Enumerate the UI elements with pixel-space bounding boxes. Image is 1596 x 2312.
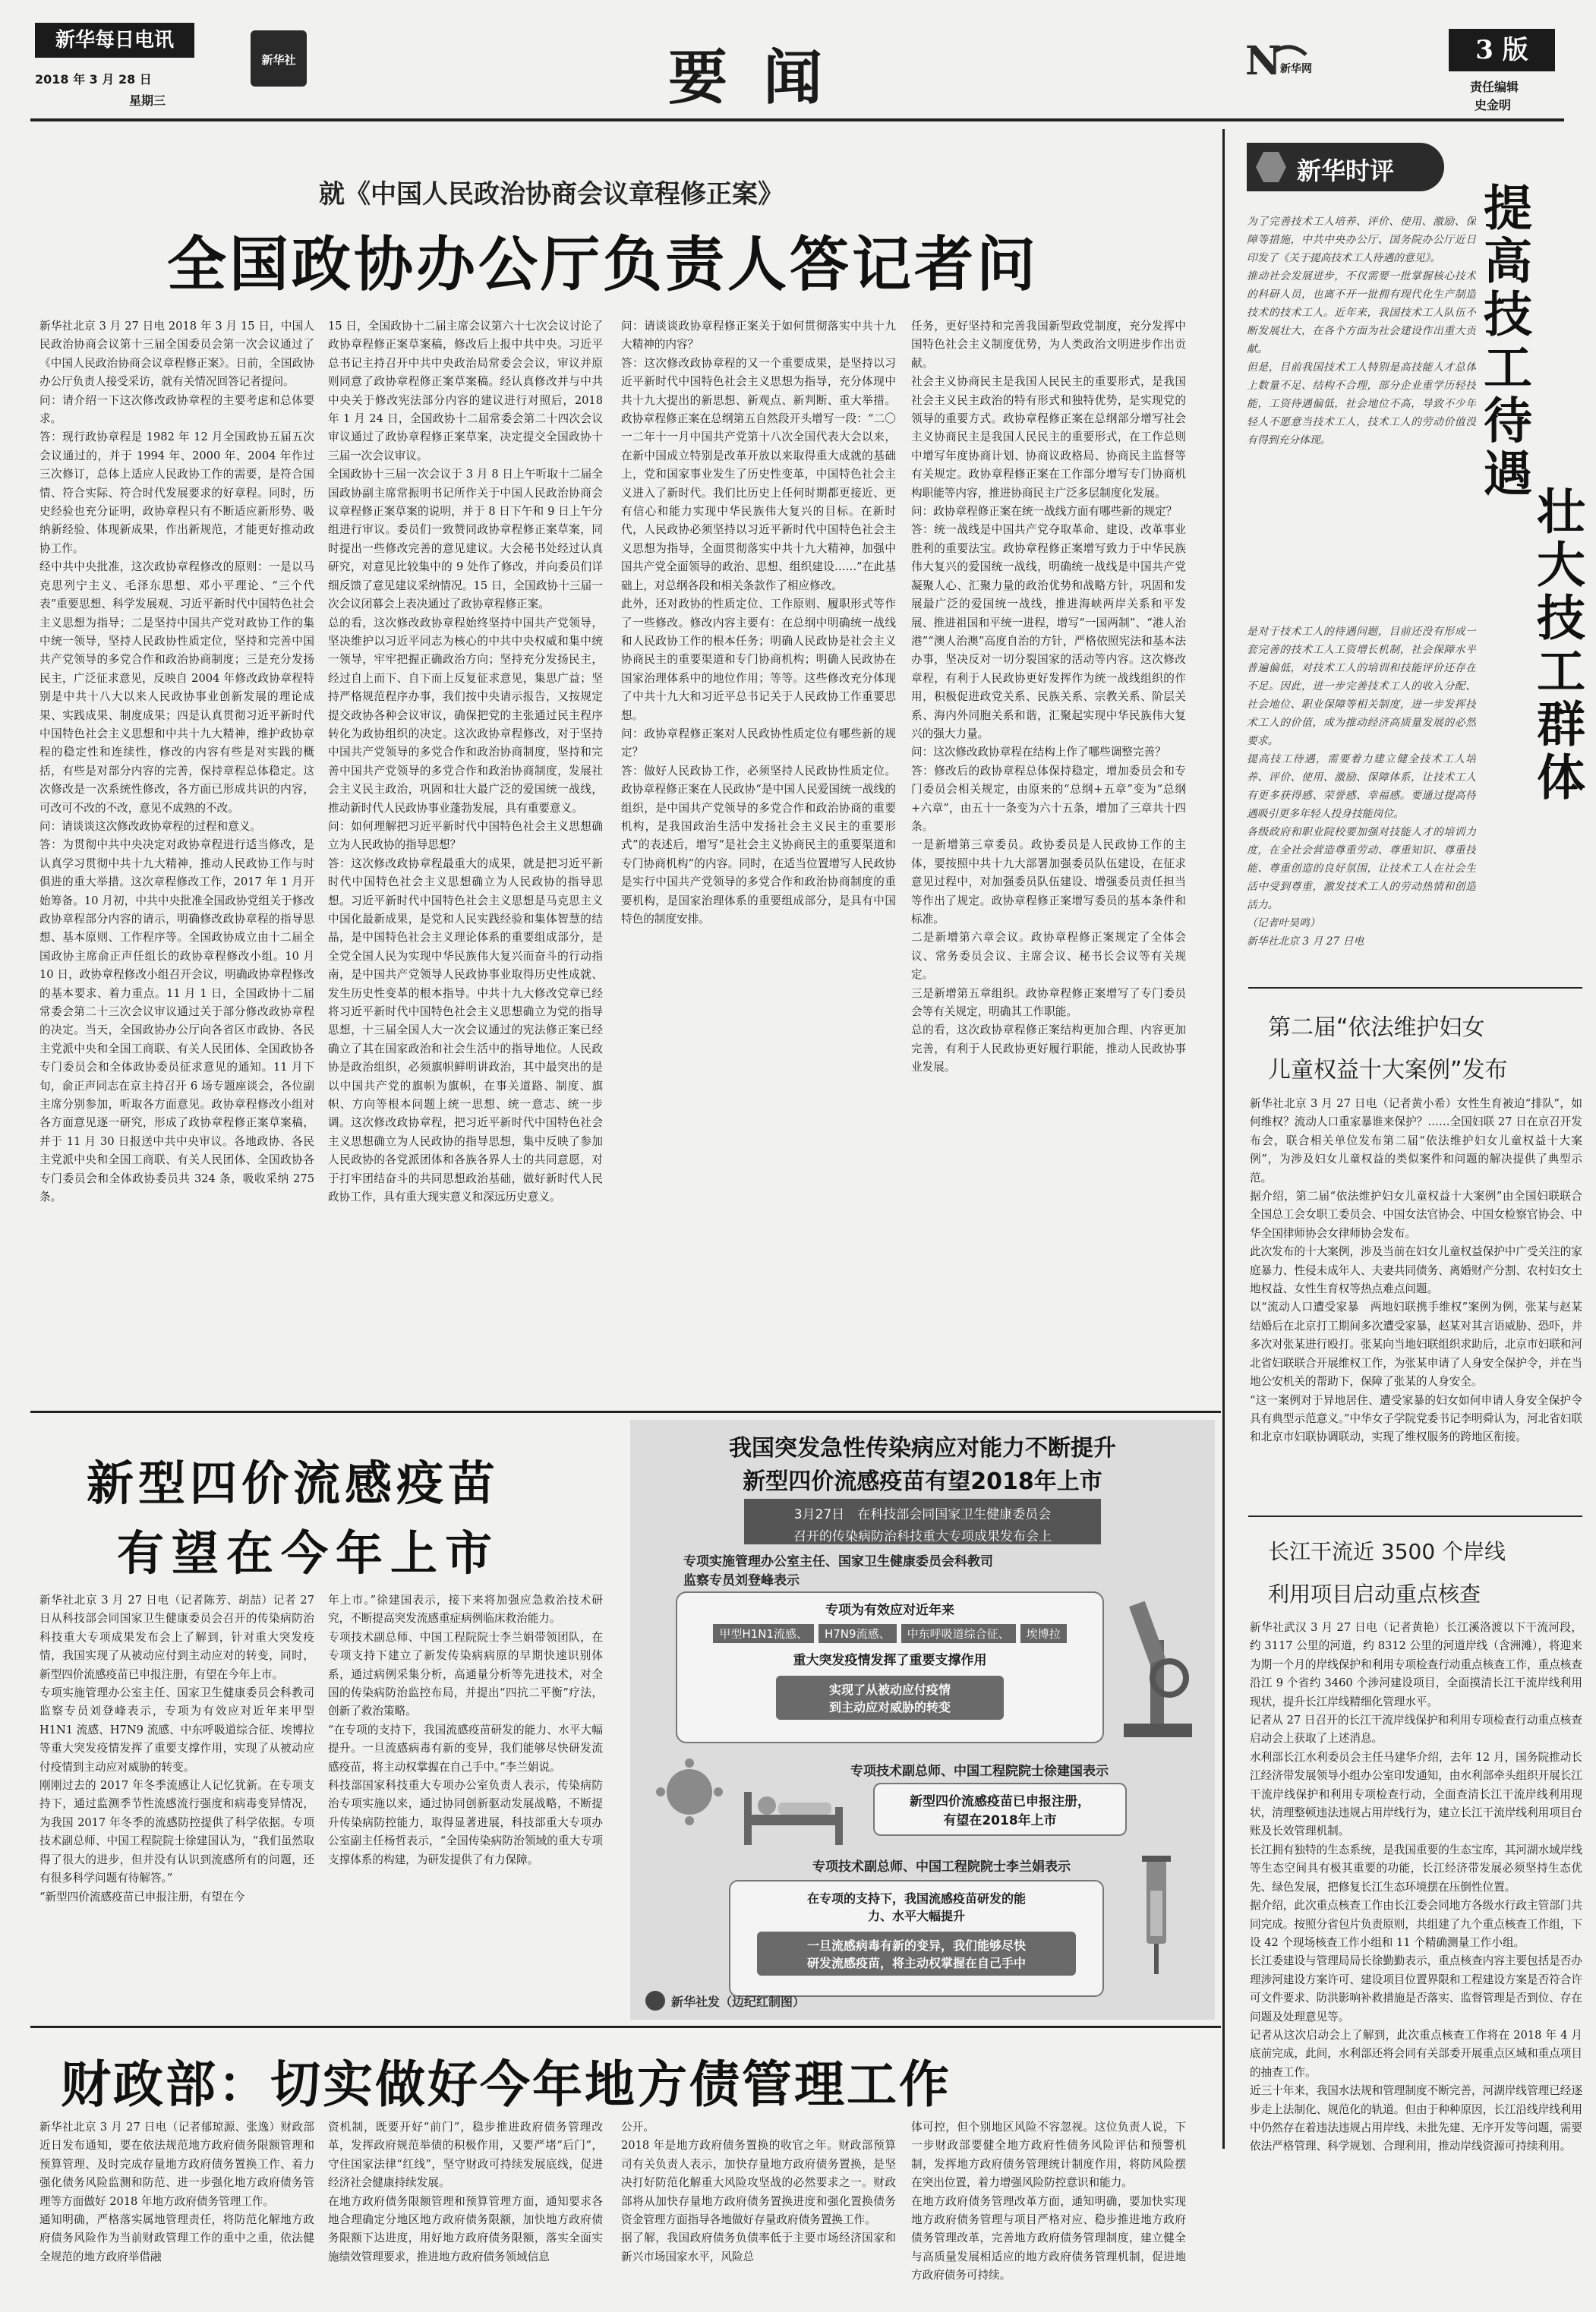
article-column: 任务，更好坚持和完善我国新型政党制度，充分发挥中国特色社会主义制度优势，为人类政治文明进步作出贡献。 社会主义协商民主是我国人民民主的重要形式，是我国社会主义民主政治的特有形式和独特优势，是实现党的领导的重要方式。政协章程修正案在总纲部分增写社会主义协商民主是我国人民民主的重要形式，在工作总则中增写年度协商计划、协商议政格局、协商民主监督等有关规定。政协章程修正案在工作部分增写专门协商机构职能等内容，推进协商民主广泛多层制度化发展。 问：政协章程修正案在统一战线方面有哪些新的规定？ 答：统一战线是中国共产党夺取革命、建设、改革事业胜利的重要法宝。政协章程修正案增写致力于中华民族伟大复兴的爱国统一战线，明确统一战线是中国共产党凝聚人心、汇聚力量的政治优势和战略方针，巩固和发展最广泛的爱国统一战线，推进海峡两岸关系和平发展、推进祖国和平统一进程，增写“一国两制”、“港人治港”“澳人治澳”高度自治的方针，严格依照宪法和基本法办事，坚决反对一切分裂国家的活动等内容。这次修改章程，有利于人民政协更好发挥作为统一战线组织的作用，积极促进政党关系、民族关系、宗教关系、阶层关系、海内外同胞关系和谐，汇聚起实现中华民族伟大复兴的强大力量。 问：这次修改政协章程在结构上作了哪些调整完善？ 答：修改后的政协章程总体保持稳定，增加委员会和专门委员会相关规定，由原来的“总纲+五章”变为“总纲+六章”，由五十一条变为六十五条，增加了三章共十四条。 一是新增第三章委员。政协委员是人民政协工作的主体，要按照中共十九大部署加强委员队伍建设，在征求意见过程中，对加强委员队伍建设、增强委员责任担当等作出了规定。政协章程修正案增写委员的基本条件和标准。 二是新增第六章会议。政协章程修正案规定了全体会议、常务委员会议、主席会议、秘书长会议等有关规定。 三是新增第五章组织。政协章程修正案增写了专门委员会等有关规定，明确其工作职能。 总的看，这次政协章程修正案结构更加合理、内容更加完善，有利于人民政协更好履行职能，推动人民政协事业发展。: [911, 320, 1186, 1074]
section-rule: [1248, 1516, 1582, 1517]
agency-logo-text: 新华社: [261, 53, 296, 67]
microscope-icon: [1109, 1572, 1200, 1746]
speaker-label: 专项技术副总师、中国工程院院士徐建国表示: [850, 1764, 1109, 1779]
commentary-text: 是对于技术工人的待遇问题，目前还没有形成一套完善的技术工人工资增长机制，社会保障水平普遍偏低，对技术工人的培训和技能评价还存在不足。因此，进一步完善技术工人的收入分配、社会地位、职业保障等相关制度，进一步发挥技术工人的价值，成为推动经济高质量发展的必然要求。 提高技工待遇，需要着力建立健全技术工人培养、评价、使用、激励、保障体系，让技术工人有更多获得感、荣誉感、幸福感。要通过提高待遇吸引更多年轻人投身技能岗位。 各级政府和职业院校要加强对技能人才的培训力度，在全社会营造尊重劳动、尊重知识、尊重技能、尊重创造的良好氛围，让技术工人在社会生活中受到尊重，激发技术工人的劳动热情和创造活力。 （记者叶昊鸣） 新华社北京 3 月 27 日电: [1247, 626, 1476, 948]
article-women: [1230, 987, 1587, 1519]
article-column: 新华社北京 3 月 27 日电（记者郁琼源、张逸）财政部近日发布通知，要在依法规范地方政府债务限额管理和预算管理、及时完成存量地方政府债务置换工作、着力强化债务风险监测和防范、进一步强化地方政府债务管理等方面做好 2018 年地方政府债务管理工作。 通知明确，严格落实属地管理责任，将防范化解地方政府债务风险作为当前财政管理工作的重中之重，依法健全规范的地方政府举借融: [39, 2121, 314, 2263]
date-banner-line: 3月27日 在科技部会同国家卫生健康委员会: [793, 1507, 1052, 1522]
article-column: 15 日，全国政协十二届主席会议第六十七次会议讨论了政协章程修正案草案稿，修改后上报中共中央。习近平总书记主持召开中共中央政治局常委会会议，审议并原则同意了政协章程修正案草案稿。经认真修改并与中共中央关于修改宪法部分内容的建议进行对照后，2018 年 1 月 24 日，全国政协十二届常委会第二十四次会议审议通过了政协章程修正案草案，决定提交全国政协十三届一次会议审议。 全国政协十三届一次会议于 3 月 8 日上午听取十二届全国政协副主席常振明书记所作关于中国人民政治协商会议章程修正案草案的说明，并于 8 日下午和 9 日上午分组进行审议。委员们一致赞同政协章程修正案草案，同时提出一些修改完善的意见建议。大会秘书处经过认真研究，对意见比较集中的 9 处作了修改，并向委员们详细反馈了意见建议采纳情况。15 日，全国政协十三届一次会议闭幕会上表决通过了政协章程修正案。 总的看，这次修改政协章程始终坚持中国共产党领导，坚决维护以习近平同志为核心的中共中央权威和集中统一领导，牢牢把握正确政治方向；坚持充分发扬民主，经过自上而下、自下而上反复征求意见，集思广益；坚持严格规范程序办事，我们按中央请示报告，又按规定提交政协各种会议审议，确保把党的主张通过民主程序转化为政协组织的决定。这次政协章程修改，对于坚持中国共产党领导的多党合作和政治协商制度，坚持和完善中国共产党领导的多党合作和政治协商制度，发展社会主义民主政治，巩固和壮大最广泛的爱国统一战线，推动新时代人民政协事业蓬勃发展，具有重要意义。 问：如何理解把习近平新时代中国特色社会主义思想确立为人民政协的指导思想？ 答：这次修改政协章程最重大的成果，就是把习近平新时代中国特色社会主义思想确立为人民政协的指导思想。习近平新时代中国特色社会主义思想是马克思主义中国化最新成果，是党和人民实践经验和集体智慧的结晶，是中国特色社会主义理论体系的重要组成部分，是全党全国人民为实现中华民族伟大复兴而奋斗的行动指南，是中国共产党领导人民政协事业取得历史性成就、发生历史性变革的根本指导。中共十九大修改党章已经将习近平新时代中国特色社会主义思想确立为党的指导思想，十三届全国人大一次会议通过的宪法修正案已经确立了其在国家政治和社会生活中的指导地位。人民政协是政治组织，必须旗帜鲜明讲政治，其中最突出的是以中国共产党的旗帜为旗帜，在事关道路、制度、旗帜、方向等根本问题上统一思想、统一意志、统一步调。这次修改政协章程，把习近平新时代中国特色社会主义思想确立为人民政协的指导思想，集中反映了参加人民政协的各党派团体和各族各界人士的共同意愿，对于打牢团结奋斗的共同思想政治基础，做好新时代人民政协工作，具有重大现实意义和深远历史意义。: [328, 320, 603, 1204]
article-headline: 利用项目启动重点核查: [1268, 1582, 1481, 1607]
article-headline: 财政部：切实做好今年地方债管理工作: [61, 2055, 951, 2114]
service-name: 新华每日电讯: [35, 23, 194, 58]
commentary-text: 为了完善技术工人培养、评价、使用、激励、保障等措施，中共中央办公厅、国务院办公厅近日印发了《关于提高技术工人待遇的意见》。 推动社会发展进步，不仅需要一批掌握核心技术的科研人员，也离不开一批拥有现代化生产制造技术的技术工人。近年来，我国技术工人队伍不断发展壮大，在各个方面为社会建设作出重大贡献。 但是，目前我国技术工人特别是高技能人才总体上数量不足、结构不合理，部分企业重学历轻技能，工资待遇偏低，社会地位不高，导致不少年轻人不愿意当技术工人，技术工人的劳动价值没有得到充分体现。: [1247, 216, 1476, 446]
infographic-credit: [645, 1989, 805, 2012]
news-logo: [1245, 38, 1329, 84]
article-headline: 长江干流近 3500 个岸线: [1268, 1539, 1506, 1564]
article-column: 新华社北京 3 月 27 日电（记者陈芳、胡喆）记者 27 日从科技部会同国家卫生健康委员会召开的传染病防治科技重大专项成果发布会上了解到，针对重大突发疫情，我国实现了从被动应付到主动应对的转变，同时，新型四价流感疫苗已申报注册，有望在今年上市。 专项实施管理办公室主任、国家卫生健康委员会科教司监察专员刘登峰表示，专项为有效应对近年来甲型 H1N1 流感、H7N9 流感、中东呼吸道综合征、埃博拉等重大突发疫情发挥了重要支撑作用，实现了从被动应付疫情到主动应对威胁的转变。 刚刚过去的 2017 年冬季流感让人记忆犹新。在专项支持下，通过监测季节性流感流行强度和病毒变异情况，为我国 2017 年冬季的流感防控提供了科学依据。专项技术副总师、中国工程院院士徐建国认为，“我们虽然取得了很大的进步，但并没有认识到流感所有的问题，还有很多科学问题有待解答。” “新型四价流感疫苗已申报注册，有望在今: [39, 1594, 314, 1904]
quote-line: 力、水平大幅提升: [867, 1909, 965, 1923]
section-title: 要 闻: [668, 43, 831, 112]
article-headline: 全国政协办公厅负责人答记者问: [167, 230, 1039, 299]
article-cppcc: [0, 128, 1215, 1418]
highlight-box: [776, 1676, 1004, 1720]
disease-box-title: 专项为有效应对近年来: [825, 1603, 954, 1618]
horizontal-divider: [30, 1411, 1221, 1413]
article-column: 体可控，但个别地区风险不容忽视。这位负责人说，下一步财政部要健全地方政府性债务风险评估和预警机制，发挥地方政府债务管理统计制度作用，将防风险摆在突出位置，着力增强风险防控意识和能力。 在地方政府债务管理改革方面，通知明确，要加快实现地方政府债务管理与项目严格对应、稳步推进地方政府债务管理改革，完善地方政府债务管理制度，建立健全与高质量发展相适应的地方政府债务管理机制，促进地方政府债务可持续。: [911, 2121, 1186, 2282]
hexagon-icon: [1256, 152, 1286, 182]
disease-tag: H7N9流感、: [819, 1624, 897, 1643]
highlight-box: [757, 1932, 1076, 1976]
commentary-headline: 壮大技工群体: [1528, 486, 1585, 805]
article-body: 新华社北京 3 月 27 日电（记者黄小希）女性生育被迫“排队”，如何维权？流动人口重家暴谁来保护？……全国妇联 27 日在京召开发布会，联合相关单位发布第二届“依法维护妇女儿童权益十大案例”，为涉及妇女儿童权益的类似案件和问题的解决提供了典型示范。 据介绍，第二届“依法维护妇女儿童权益十大案例”由全国妇联联合全国总工会女职工委员会、中国女法官协会、中国女检察官协会、中华全国律师协会女律师协会发布。 此次发布的十大案例，涉及当前在妇女儿童权益保护中广受关注的家庭暴力、性侵未成年人、夫妻共同债务、离婚财产分割、农村妇女土地权益、女性生育权等热点难点问题。 以“流动人口遭受家暴 两地妇联携手维权”案例为例，张某与赵某结婚后在北京打工期间多次遭受家暴，赵某对其言语威胁、恐吓，并多次对张某进行殴打。张某向当地妇联组织求助后，北京市妇联和河北省妇联联合开展维权工作，为张某申请了人身安全保护令，并在当地公安机关的帮助下，保障了张某的人身安全。 “这一案例对于异地居住、遭受家暴的妇女如何申请人身安全保护令具有典型示范意义。”中华女子学院党委书记李明舜认为，河北省妇联和北京市妇联协调联动，实现了维权服务的跨地区衔接。: [1250, 1097, 1582, 1444]
article-column: 问：请谈谈政协章程修正案关于如何贯彻落实中共十九大精神的内容？ 答：这次修改政协章程的又一个重要成果，是坚持以习近平新时代中国特色社会主义思想为指导，充分体现中共十九大提出的新思想、新观点、新判断、重大举措。政协章程修正案在总纲第五自然段开头增写一段：“二〇一二年十一月中国共产党第十八次全国代表大会以来，在新中国成立特别是改革开放以来取得重大成就的基础上，党和国家事业发生了历史性变革，中国特色社会主义进入了新时代。我们比历史上任何时期都更接近、更有信心和能力实现中华民族伟大复兴的目标。在新时代，人民政协必须坚持以习近平新时代中国特色社会主义思想为指导，全面贯彻落实中共十九大精神，加强中国共产党全面领导的政治、思想、组织建设……”在此基础上，对总纲各段和相关条款作了相应修改。 此外，还对政协的性质定位、工作原则、履职形式等作了一些修改。修改内容主要有：在总纲中明确统一战线和人民政协工作的根本任务；明确人民政协是社会主义协商民主的重要渠道和专门协商机构；明确人民政协在国家治理体系中的地位作用；等等。这些修改充分体现了中共十九大和习近平总书记关于人民政协工作重要思想。 问：政协章程修正案对人民政协性质定位有哪些新的规定？ 答：做好人民政协工作，必须坚持人民政协性质定位。政协章程修正案在人民政协“是中国人民爱国统一战线的组织，是中国共产党领导的多党合作和政治协商的重要机构，是我国政治生活中发扬社会主义民主的重要形式”的表述后，增写“是社会主义协商民主的重要渠道和专门协商机构”的内容。同时，在适当位置增写人民政协是实行中国共产党领导的多党合作和政治协商制度的重要机构，是国家治理体系的重要组成部分，是具有中国特色的制度安排。: [621, 320, 896, 926]
speaker-line: 专项实施管理办公室主任、国家卫生健康委员会科教司: [683, 1554, 993, 1569]
agency-logo: [251, 30, 307, 87]
article-headline: 儿童权益十大案例”发布: [1268, 1057, 1508, 1083]
disease-tag: 甲型H1N1流感、: [713, 1624, 814, 1643]
vertical-divider: [1222, 129, 1225, 2149]
quote-box: [729, 1880, 1104, 1997]
issue-date: 2018 年 3 月 28 日: [35, 72, 152, 87]
highlight-line: 研发流感疫苗，将主动权掌握在自己手中: [806, 1956, 1026, 1970]
article-kicker: 就《中国人民政治协商会议章程修正案》: [319, 179, 784, 210]
date-banner: [744, 1499, 1101, 1544]
disease-tag: 埃博拉: [1020, 1624, 1067, 1643]
commentary-brand: [1247, 143, 1444, 191]
article-headline: 有望在今年上市: [117, 1525, 500, 1581]
editor-name: 史金明: [1475, 98, 1512, 112]
page-number-badge: 3 版: [1449, 29, 1555, 71]
issue-weekday: 星期三: [129, 93, 166, 108]
article-vaccine: [30, 1414, 623, 2021]
commentary-headline: 提高技工待遇: [1475, 182, 1532, 501]
credit-text: 新华社发（边纪红制图）: [671, 1994, 806, 2009]
date-banner-line: 召开的传染病防治科技重大专项成果发布会上: [793, 1529, 1052, 1544]
svg-text:N: N: [1245, 38, 1282, 84]
disease-tags: [677, 1624, 1102, 1643]
article-column: 公开。 2018 年是地方政府债务置换的收官之年。财政部预算司有关负责人表示，加快存量地方政府债务置换，是坚决打好防范化解重大风险攻坚战的必然要求之一。财政部将从加快存量地方政府债务置换进度和强化置换债务资金管理方面指导各地做好存量政府债务置换工作。 据了解，我国政府债务负债率低于主要市场经济国家和新兴市场国家水平，风险总: [621, 2121, 896, 2263]
infographic: [630, 1420, 1215, 2020]
xinhua-logo-icon: [645, 1991, 665, 2011]
disease-box-tail: 重大突发疫情发挥了重要支撑作用: [793, 1653, 987, 1668]
editor-label: 责任编辑: [1470, 80, 1519, 94]
quote-box: [873, 1783, 1127, 1836]
article-column: 资机制，既要开好“前门”，稳步推进政府债务管理改革，发挥政府规范举债的积极作用，又要严堵“后门”，守住国家法律“红线”，坚守财政可持续发展底线，促进经济社会健康持续发展。 在地方政府债务限额管理和预算管理方面，通知要求各地合理确定分地区地方政府债务限额，加快地方政府债务限额下达进度，用好地方政府债务限额，落实全面实施绩效管理要求，推进地方政府债务领域信息: [328, 2121, 603, 2263]
syringe-icon: [1109, 1845, 1200, 1982]
news-logo-text: 新华网: [1280, 63, 1312, 75]
hospital-bed-icon: [736, 1762, 850, 1853]
horizontal-divider: [30, 2026, 1221, 2028]
disease-tag: 中东呼吸道综合征、: [901, 1624, 1016, 1643]
commentary: [1230, 129, 1587, 979]
highlight-line: 到主动应对威胁的转变: [828, 1700, 951, 1714]
section-rule: [1248, 987, 1582, 989]
speaker-label: [683, 1550, 993, 1588]
infographic-title: 我国突发急性传染病应对能力不断提升: [729, 1435, 1116, 1462]
commentary-brand-text: 新华时评: [1297, 156, 1395, 185]
article-column: 年上市。”徐建国表示，接下来将加强应急救治技术研究，不断提高突发流感重症病例临床救治能力。 专项技术副总师、中国工程院院士李兰娟带领团队，在专项支持下建立了新发传染病病原的早期快速识别体系，通过病例采集分析，高通量分析等先进技术，对全国的传染病防治监控布局，并提出“四抗二平衡”疗法，创新了救治策略。 “在专项的支持下，我国流感疫苗研发的能力、水平大幅提升。一旦流感病毒有新的变异，我们能够尽快研发流感疫苗，将主动权掌握在自己手中。”李兰娟说。 科技部国家科技重大专项办公室负责人表示，传染病防治专项实施以来，通过协同创新驱动发展战略，不断提升传染病防控能力，取得显著进展，科技部重大专项办公室副主任杨哲表示，“全国传染病防治领域的重大专项支撑体系的构建，为研发提供了有力保障。: [328, 1594, 603, 1866]
article-finance: [30, 2029, 1222, 2310]
highlight-line: 一旦流感病毒有新的变异，我们能够尽快: [806, 1938, 1026, 1953]
article-column: 新华社北京 3 月 27 日电 2018 年 3 月 15 日，中国人民政治协商会议第十三届全国委员会第一次会议通过了《中国人民政治协商会议章程修正案》。日前，全国政协办公厅负责人接受采访，就有关情况回答记者提问。 问：请介绍一下这次修改政协章程的主要考虑和总体要求。 答：现行政协章程是 1982 年 12 月全国政协五届五次会议通过的，并于 1994 年、2000 年、2004 年作过三次修订，总体上适应人民政协工作的需要，是符合国情、符合实际、符合时代发展要求的好章程。同时，历史经验也充分证明，政协章程只有不断适应新形势、吸纳新经验、体现新成果，作出新规范，才能更好推动政协工作。 经中共中央批准，这次政协章程修改的原则：一是以马克思列宁主义、毛泽东思想、邓小平理论、“三个代表”重要思想、科学发展观、习近平新时代中国特色社会主义思想为指导；二是坚持中国共产党对政协工作的集中统一领导，坚持人民政协性质定位，坚持和完善中国共产党领导的多党合作和政治协商制度；三是充分发扬民主，广泛征求意见，反映自 2004 年修改政协章程特别是中共十八大以来人民政协事业创新发展的理论成果、实践成果、制度成果；四是认真贯彻习近平新时代中国特色社会主义思想和中共十九大精神，维护政协章程的稳定性和连续性，修改的内容有些是对实践的概括，有些是对部分内容的完善，保持章程总体稳定。这次修改是一次系统性修改，各方面已形成共识的内容，可改可不改的不改，意见不成熟的不改。 问：请谈谈这次修改政协章程的过程和意义。 答：为贯彻中共中央决定对政协章程进行适当修改，是认真学习贯彻中共十九大精神，推动人民政协工作与时俱进的重大举措。这次章程修改工作，2017 年 1 月开始筹备。10 月初，中共中央批准全国政协党组关于修改政协章程部分内容的请示，明确修改政协章程的指导思想、基本原则、工作程序等。全国政协成立由十二届全国政协主席俞正声任组长的政协章程修改小组。10 月 10 日，政协章程修改小组召开会议，明确政协章程修改的基本要求、着力重点。11 月 1 日，全国政协十二届常委会第二十三次会议审议通过关于部分修改政协章程的决定。当天，全国政协办公厅向各省区市政协、各民主党派中央和全国工商联、有关人民团体、全国政协各专门委员会和全体政协委员征求意见的通知。11 月下旬，俞正声同志在京主持召开 6 场专题座谈会，各位副主席分别参加，听取各方面意见。政协章程修改小组对各方面意见逐一研究，形成了政协章程修正案草案稿，并于 11 月 30 日报送中共中央审议。各地政协、各民主党派中央和全国工商联、有关人民团体、全国政协各专门委员会和全体政协委员共 324 条，吸收采纳 275 条。: [39, 320, 314, 1204]
speaker-label: 专项技术副总师、中国工程院院士李兰娟表示: [812, 1859, 1071, 1875]
article-headline: 新型四价流感疫苗: [87, 1456, 500, 1511]
article-headline: 第二届“依法维护妇女: [1268, 1014, 1485, 1041]
infographic-title: 新型四价流感疫苗有望2018年上市: [743, 1468, 1102, 1495]
virus-icon: [644, 1746, 735, 1837]
masthead: [0, 0, 1596, 128]
highlight-line: 实现了从被动应付疫情: [828, 1683, 951, 1697]
disease-box: [676, 1591, 1104, 1743]
quote-line: 有望在2018年上市: [943, 1813, 1057, 1828]
quote-line: 新型四价流感疫苗已申报注册，: [910, 1794, 1090, 1809]
masthead-rule: [30, 118, 1564, 121]
speaker-line: 监察专员刘登峰表示: [683, 1573, 800, 1588]
article-yangtze: [1230, 1516, 1587, 2305]
quote-line: 在专项的支持下，我国流感疫苗研发的能: [806, 1891, 1026, 1906]
article-body: 新华社武汉 3 月 27 日电（记者黄艳）长江溪洛渡以下干流河段，约 3117 公里的河道，约 8312 公里的河道岸线（含洲滩），将迎来为期一个月的岸线保护和利用专项检查行动重点核查工作，重点核查沿江 9 个省约 3460 个涉河建设项目，全面摸清长江干流岸线利用现状，提升长江岸线精细化管理水平。 记者从 27 日召开的长江干流岸线保护和利用专项检查行动重点核查启动会上获取了上述消息。 水利部长江水利委员会主任马建华介绍，去年 12 月，国务院推动长江经济带发展领导小组办公室印发通知，由水利部牵头组织开展长江干流岸线保护和利用专项检查行动，全面查清长江干流岸线利用现状，清理整顿违法违规占用岸线行为，建立长江干流岸线利用项目台账及长效管理机制。 长江拥有独特的生态系统，是我国重要的生态宝库，其河湖水域岸线等生态空间具有极其重要的功能，长江经济带发展必须坚持生态优先、绿色发展，把修复长江生态环境摆在压倒性位置。 据介绍，此次重点核查工作由长江委会同地方各级水行政主管部门共同完成。按照分省包片负责原则，共组建了九个重点核查工作组，下设 42 个现场核查工作小组和 11 个精确测量工作小组。 长江委建设与管理局局长徐勤勤表示，重点核查内容主要包括是否办理涉河建设方案许可、建设项目位置界限和工程建设方案是否符合许可文件要求、防洪影响补救措施是否落实、监督管理是否到位、存在问题及处理意见等。 记者从这次启动会上了解到，此次重点核查工作将在 2018 年 4 月底前完成，此间，水利部还将会同有关部委开展重点区域和重点项目的抽查工作。 近三十年来，我国水法规和管理制度不断完善，河湖岸线管理已经逐步走上法制化、规范化的轨道。但由于种种原因，长江沿线岸线利用中仍然存在着违法违规占用岸线、未批先建、无序开发等问题，需要依法严格管理、科学规划、合理利用，推动岸线资源可持续利用。: [1250, 1621, 1582, 2153]
